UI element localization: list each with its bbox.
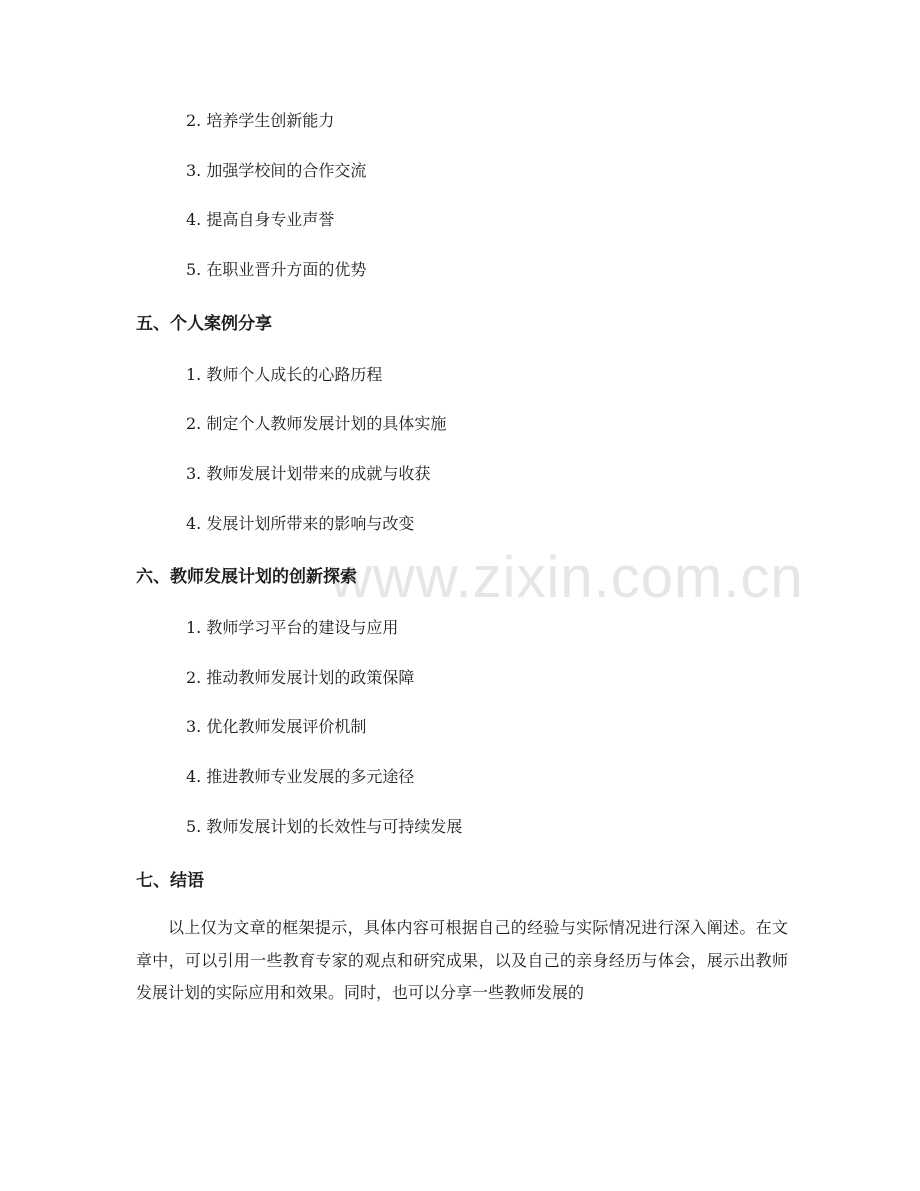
list-item: 2. 推动教师发展计划的政策保障 bbox=[186, 668, 415, 687]
section-heading: 六、教师发展计划的创新探索 bbox=[136, 567, 357, 587]
list-item: 5. 教师发展计划的长效性与可持续发展 bbox=[186, 817, 463, 836]
body-paragraph: 以上仅为文章的框架提示，具体内容可根据自己的经验与实际情况进行深入阐述。在文章中，可以引用一些教育专家的观点和研究成果，以及自己的亲身经历与体会，展示出教师发展计划的实际应用和效果。同时，也可以分享一些教师发展的 bbox=[136, 918, 788, 1002]
section-heading: 五、个人案例分享 bbox=[136, 314, 272, 334]
list-item: 2. 制定个人教师发展计划的具体实施 bbox=[186, 414, 447, 433]
list-item: 3. 优化教师发展评价机制 bbox=[186, 717, 367, 736]
list-item: 1. 教师个人成长的心路历程 bbox=[186, 365, 383, 384]
list-item: 3. 加强学校间的合作交流 bbox=[186, 161, 367, 180]
list-item: 1. 教师学习平台的建设与应用 bbox=[186, 618, 399, 637]
list-item: 4. 发展计划所带来的影响与改变 bbox=[186, 514, 415, 533]
list-item: 3. 教师发展计划带来的成就与收获 bbox=[186, 464, 431, 483]
section-heading: 七、结语 bbox=[136, 871, 204, 891]
list-item: 5. 在职业晋升方面的优势 bbox=[186, 260, 367, 279]
watermark: www.zixin.com.cn bbox=[330, 545, 804, 610]
list-item: 4. 推进教师专业发展的多元途径 bbox=[186, 767, 415, 786]
list-item: 4. 提高自身专业声誉 bbox=[186, 210, 335, 229]
list-item: 2. 培养学生创新能力 bbox=[186, 111, 335, 130]
